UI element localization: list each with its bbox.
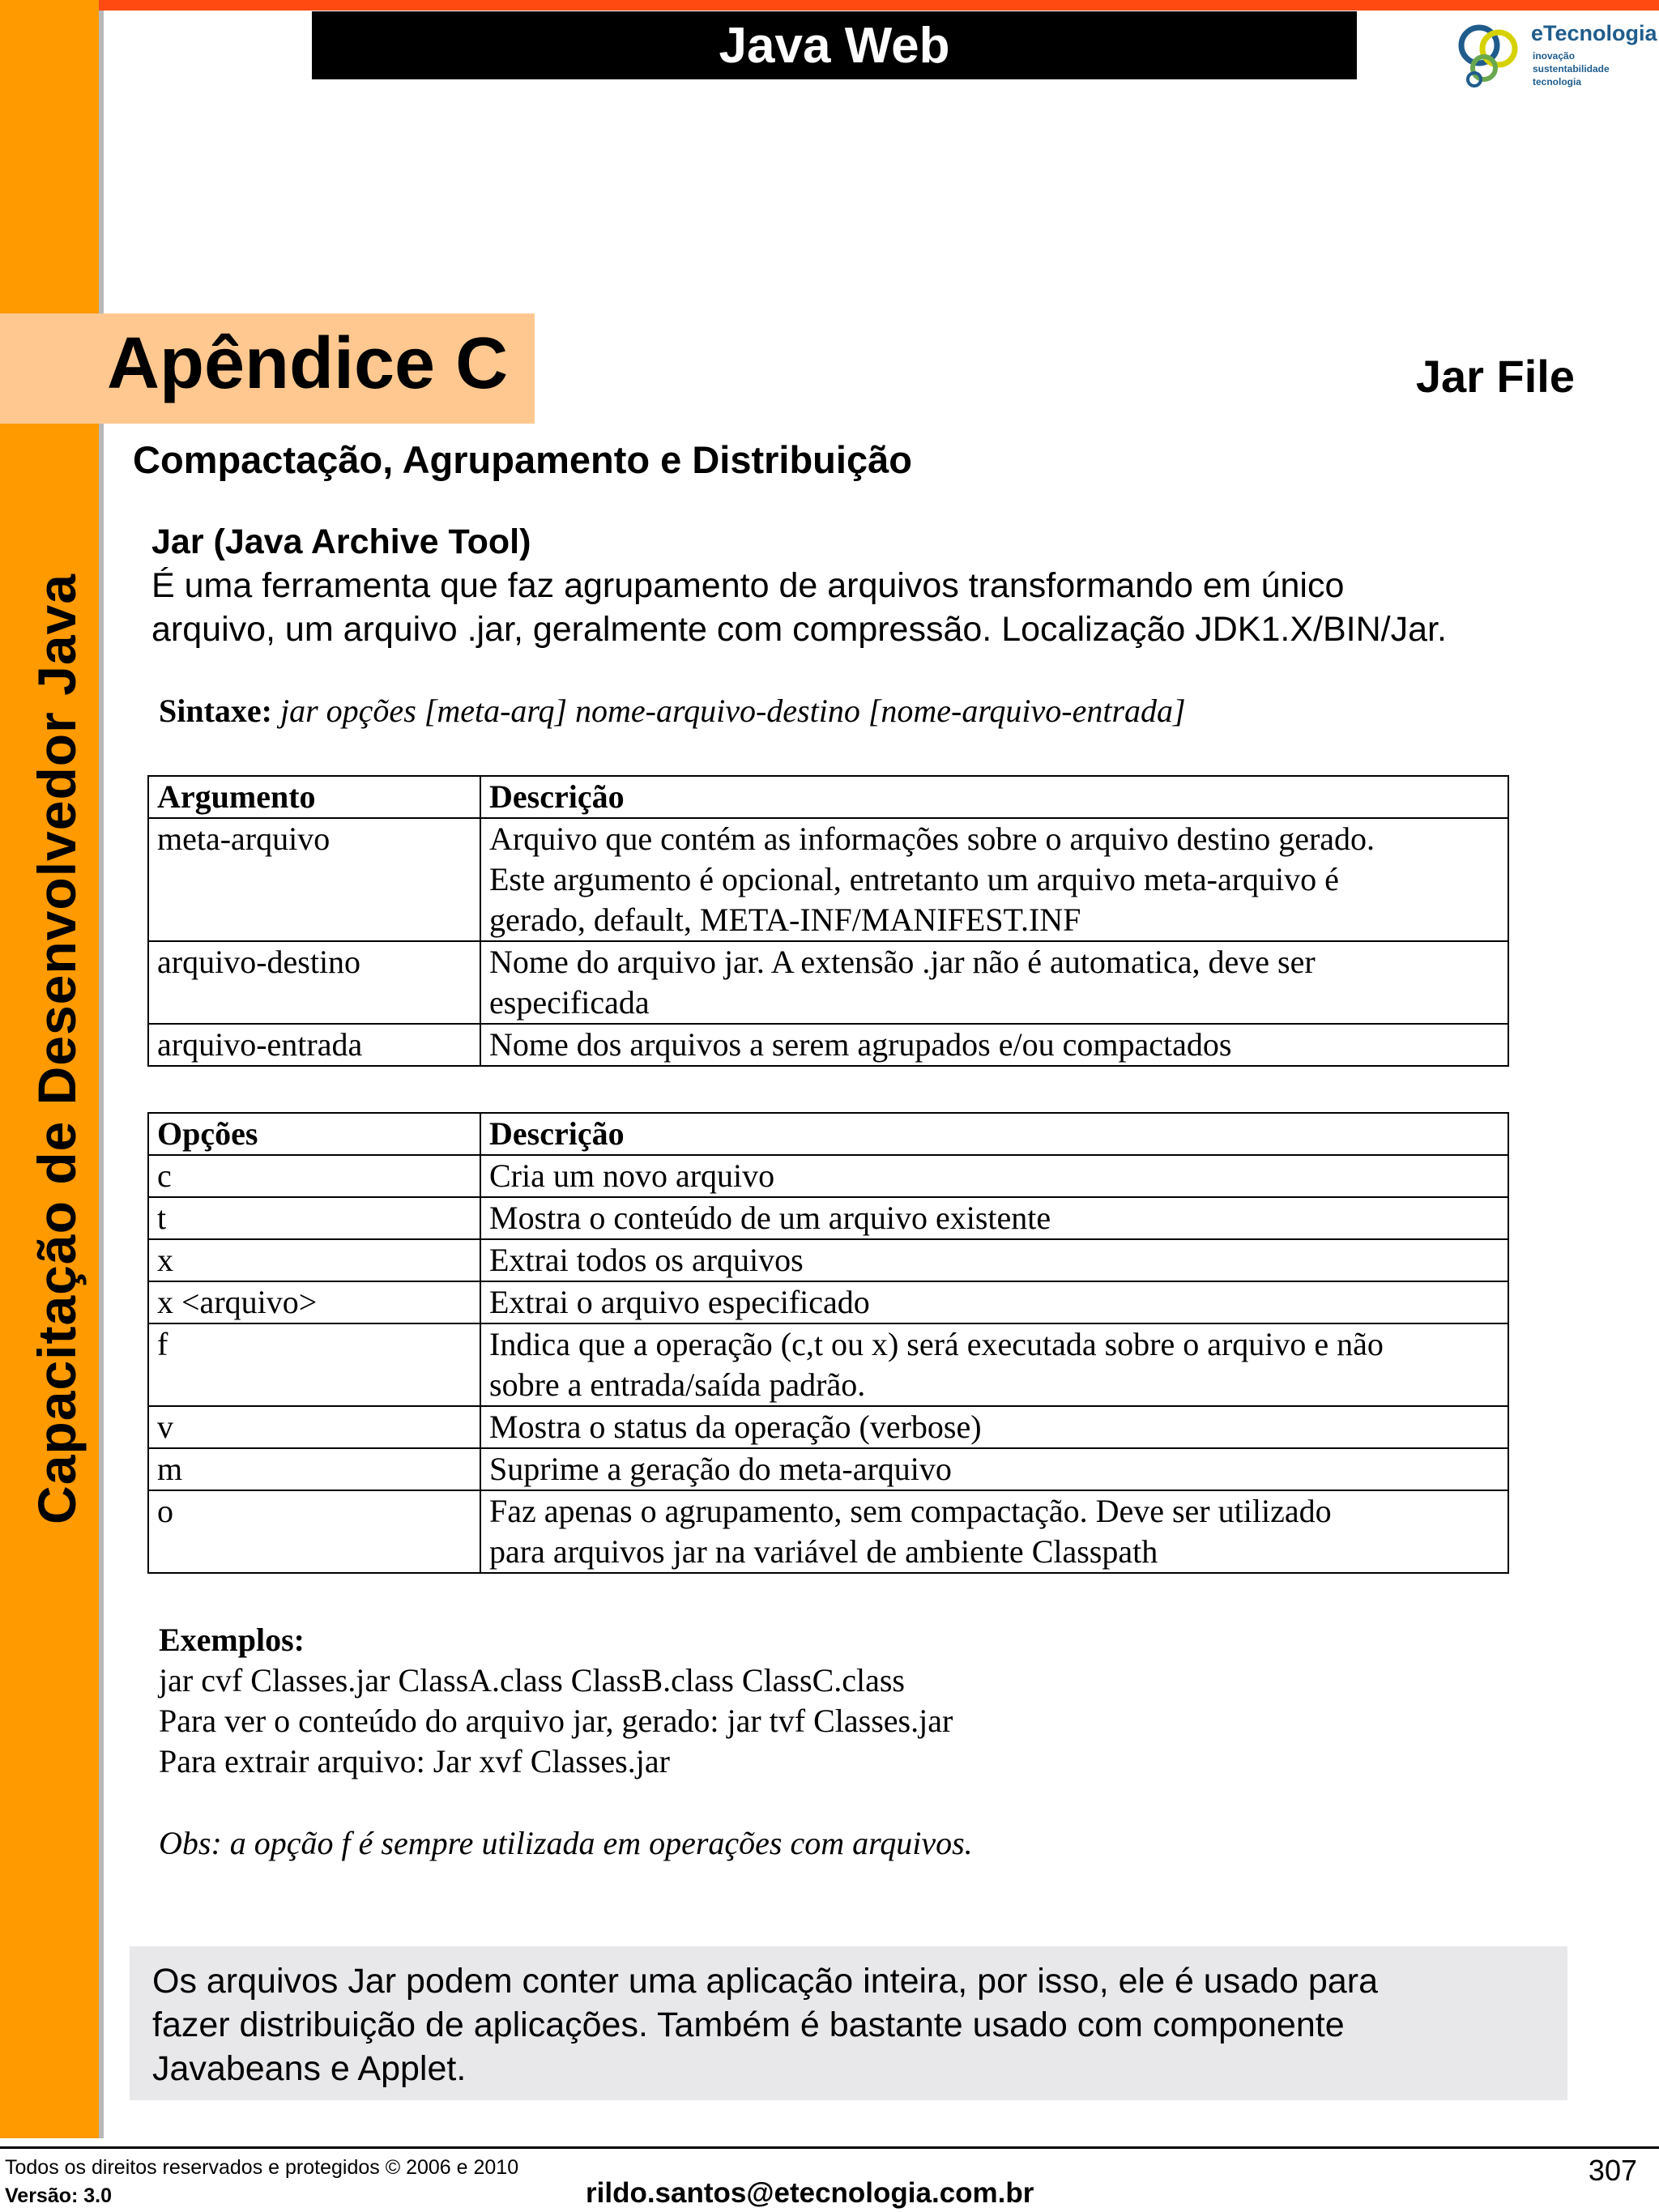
table-row (148, 1281, 1508, 1323)
etecnologia-logo (1450, 16, 1657, 97)
option-name: x (148, 1239, 480, 1281)
option-description (480, 1490, 1508, 1573)
table-row (148, 1155, 1508, 1197)
table-row (148, 1323, 1508, 1406)
description-line: sobre a entrada/saída padrão. (489, 1366, 866, 1403)
description-line: Faz apenas o agrupamento, sem compactação. Deve ser utilizado (489, 1493, 1332, 1529)
option-description (480, 1323, 1508, 1406)
table-row (148, 1197, 1508, 1239)
example-line: jar cvf Classes.jar ClassA.class ClassB.class ClassC.class (159, 1662, 905, 1698)
examples-title: Exemplos: (159, 1622, 305, 1658)
option-name: c (148, 1155, 480, 1197)
table-row (148, 1448, 1508, 1490)
page-number: 307 (1588, 2154, 1637, 2187)
callout-line: fazer distribuição de aplicações. Também é bastante usado com componente (152, 2005, 1345, 2044)
description-line: Extrai o arquivo especificado (489, 1284, 870, 1320)
description-line: Mostra o conteúdo de um arquivo existente (489, 1200, 1051, 1236)
description-line: Mostra o status da operação (verbose) (489, 1409, 982, 1445)
option-name: f (148, 1323, 480, 1406)
option-name: m (148, 1448, 480, 1490)
description-line: Este argumento é opcional, entretanto um arquivo meta-arquivo é (489, 861, 1339, 897)
table-header-row (148, 776, 1508, 818)
example-line: Para extrair arquivo: Jar xvf Classes.jar (159, 1743, 670, 1779)
intro-line: arquivo, um arquivo .jar, geralmente com compressão. Localização JDK1.X/BIN/Jar. (151, 610, 1447, 649)
logo-tagline: sustentabilidade (1533, 63, 1610, 75)
footer-email: rildo.santos@etecnologia.com.br (586, 2177, 1034, 2209)
option-name: x <arquivo> (148, 1281, 480, 1323)
description-line: especificada (489, 984, 650, 1021)
description-line: para arquivos jar na variável de ambiente Classpath (489, 1533, 1158, 1570)
topic-title: Jar File (1415, 351, 1575, 402)
top-accent-bar (0, 0, 1659, 11)
description-line: Nome do arquivo jar. A extensão .jar não é automatica, deve ser (489, 944, 1316, 980)
chapter-title: Apêndice C (107, 323, 509, 404)
description-line: Indica que a operação (c,t ou x) será executada sobre o arquivo e não (489, 1326, 1384, 1362)
logo-tagline: tecnologia (1533, 76, 1582, 87)
option-name: o (148, 1490, 480, 1573)
argument-name: arquivo-destino (148, 941, 480, 1024)
intro-heading: Jar (Java Archive Tool) (151, 522, 531, 561)
description-line: Suprime a geração do meta-arquivo (489, 1451, 952, 1487)
syntax-label: Sintaxe: (159, 693, 272, 729)
description-line: Arquivo que contém as informações sobre o arquivo destino gerado. (489, 820, 1375, 857)
table-header-cell: Descrição (480, 776, 1508, 818)
footer-copyright: Todos os direitos reservados e protegidos © 2006 e 2010 (5, 2156, 519, 2179)
observation-note: Obs: a opção f é sempre utilizada em operações com arquivos. (159, 1825, 973, 1861)
table-header-cell: Opções (148, 1113, 480, 1155)
intro-line: É uma ferramenta que faz agrupamento de arquivos transformando em único (151, 566, 1345, 605)
option-description (480, 1239, 1508, 1281)
arguments-table (147, 775, 1509, 1067)
description-line: gerado, default, META-INF/MANIFEST.INF (489, 901, 1081, 938)
header-title-band (312, 11, 1357, 79)
logo-name: eTecnologia (1531, 21, 1657, 45)
option-description (480, 1197, 1508, 1239)
options-table (147, 1112, 1509, 1574)
syntax-value: jar opções [meta-arq] nome-arquivo-destino [nome-arquivo-entrada] (280, 693, 1186, 729)
examples-section (159, 1620, 953, 1782)
argument-name: meta-arquivo (148, 818, 480, 941)
table-row (148, 1490, 1508, 1573)
option-description (480, 1406, 1508, 1448)
option-description (480, 1281, 1508, 1323)
description-line: Nome dos arquivos a serem agrupados e/ou compactados (489, 1026, 1232, 1063)
argument-name: arquivo-entrada (148, 1024, 480, 1066)
table-row (148, 1406, 1508, 1448)
example-line: Para ver o conteúdo do arquivo jar, gerado: jar tvf Classes.jar (159, 1703, 953, 1739)
syntax-line (159, 692, 1186, 730)
option-name: v (148, 1406, 480, 1448)
argument-description (480, 818, 1508, 941)
table-header-row (148, 1113, 1508, 1155)
callout-box (130, 1946, 1567, 2100)
table-row (148, 1024, 1508, 1066)
sidebar-title: Capacitação de Desenvolvedor Java (27, 573, 87, 1524)
argument-description (480, 941, 1508, 1024)
header-title: Java Web (719, 17, 950, 74)
table-header-cell: Argumento (148, 776, 480, 818)
callout-line: Os arquivos Jar podem conter uma aplicação inteira, por isso, ele é usado para (152, 1962, 1378, 2001)
interlocking-rings-logo-icon (1450, 16, 1531, 97)
option-name: t (148, 1197, 480, 1239)
option-description (480, 1155, 1508, 1197)
description-line: Extrai todos os arquivos (489, 1242, 804, 1278)
intro-paragraph (151, 520, 1577, 651)
table-row (148, 941, 1508, 1024)
table-header-cell: Descrição (480, 1113, 1508, 1155)
option-description (480, 1448, 1508, 1490)
table-row (148, 818, 1508, 941)
table-row (148, 1239, 1508, 1281)
argument-description (480, 1024, 1508, 1066)
section-subtitle: Compactação, Agrupamento e Distribuição (133, 438, 912, 481)
footer-version: Versão: 3.0 (5, 2184, 113, 2207)
footer-divider (0, 2146, 1659, 2149)
callout-line: Javabeans e Applet. (152, 2049, 467, 2088)
logo-tagline: inovação (1533, 50, 1576, 62)
description-line: Cria um novo arquivo (489, 1157, 775, 1194)
